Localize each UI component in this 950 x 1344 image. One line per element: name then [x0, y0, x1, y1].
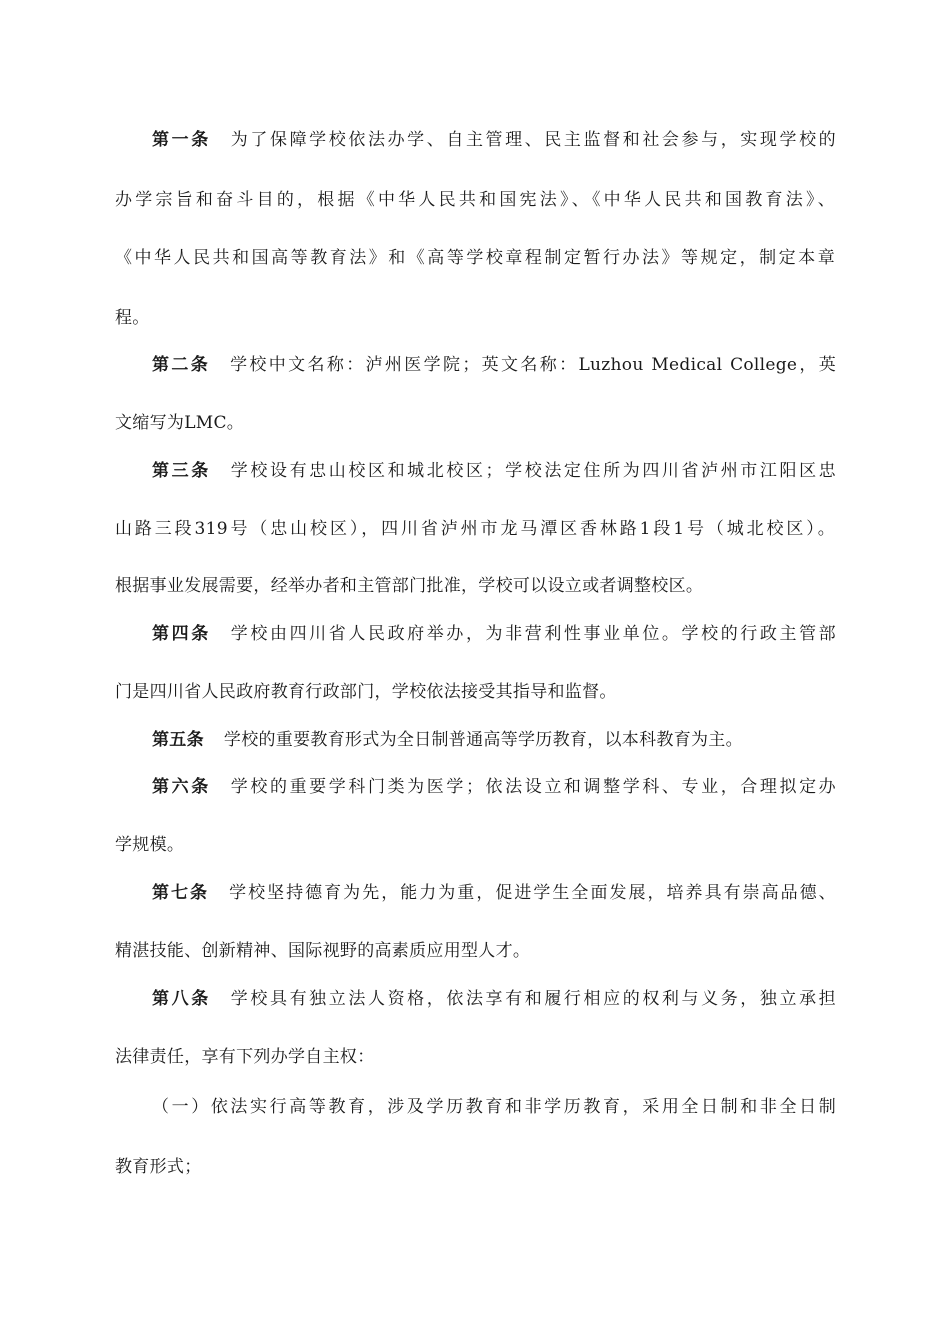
article-1-line-3: 《中华人民共和国高等教育法》和《高等学校章程制定暂行办法》等规定，制定本章	[115, 248, 835, 268]
article-2-line-2: 文缩写为LMC。	[115, 413, 245, 433]
article-6-label: 第六条	[152, 777, 211, 797]
article-3-line-3: 根据事业发展需要，经举办者和主管部门批准，学校可以设立或者调整校区。	[115, 576, 704, 596]
article-4-label: 第四条	[152, 624, 211, 644]
article-4-line-1: 第四条 学校由四川省人民政府举办，为非营利性事业单位。学校的行政主管部	[152, 624, 836, 644]
article-6-line-2: 学规模。	[115, 835, 185, 855]
article-7-line-1: 第七条 学校坚持德育为先，能力为重，促进学生全面发展，培养具有崇高品德、	[152, 883, 836, 903]
item-1-line-2: 教育形式；	[115, 1157, 202, 1177]
article-8-line-2: 法律责任，享有下列办学自主权：	[115, 1047, 375, 1067]
article-1-line-4: 程。	[115, 308, 150, 328]
article-2-line-1: 第二条 学校中文名称：泸州医学院；英文名称：Luzhou Medical College，英	[152, 355, 837, 375]
article-7-line-2: 精湛技能、创新精神、国际视野的高素质应用型人才。	[115, 941, 531, 961]
article-5-label: 第五条	[152, 730, 204, 750]
item-1-line-1: （一）依法实行高等教育，涉及学历教育和非学历教育，采用全日制和非全日制	[152, 1097, 836, 1117]
article-4-line-2: 门是四川省人民政府教育行政部门，学校依法接受其指导和监督。	[115, 682, 617, 702]
article-8-label: 第八条	[152, 989, 211, 1009]
article-1-label: 第一条	[152, 130, 211, 150]
article-1-line-2: 办学宗旨和奋斗目的，根据《中华人民共和国宪法》、《中华人民共和国教育法》、	[115, 190, 835, 210]
article-2-label: 第二条	[152, 355, 211, 375]
article-6-line-1: 第六条 学校的重要学科门类为医学；依法设立和调整学科、专业，合理拟定办	[152, 777, 836, 797]
article-8-line-1: 第八条 学校具有独立法人资格，依法享有和履行相应的权利与义务，独立承担	[152, 989, 836, 1009]
article-7-label: 第七条	[152, 883, 210, 903]
article-3-line-1: 第三条 学校设有忠山校区和城北校区；学校法定住所为四川省泸州市江阳区忠	[152, 461, 836, 481]
article-3-label: 第三条	[152, 461, 211, 481]
article-1-line-1: 第一条 为了保障学校依法办学、自主管理、民主监督和社会参与，实现学校的	[152, 130, 836, 150]
article-3-line-2: 山路三段319号（忠山校区），四川省泸州市龙马潭区香林路1段1号（城北校区）。	[115, 519, 835, 539]
article-5-line-1: 第五条 学校的重要教育形式为全日制普通高等学历教育，以本科教育为主。	[152, 730, 743, 750]
